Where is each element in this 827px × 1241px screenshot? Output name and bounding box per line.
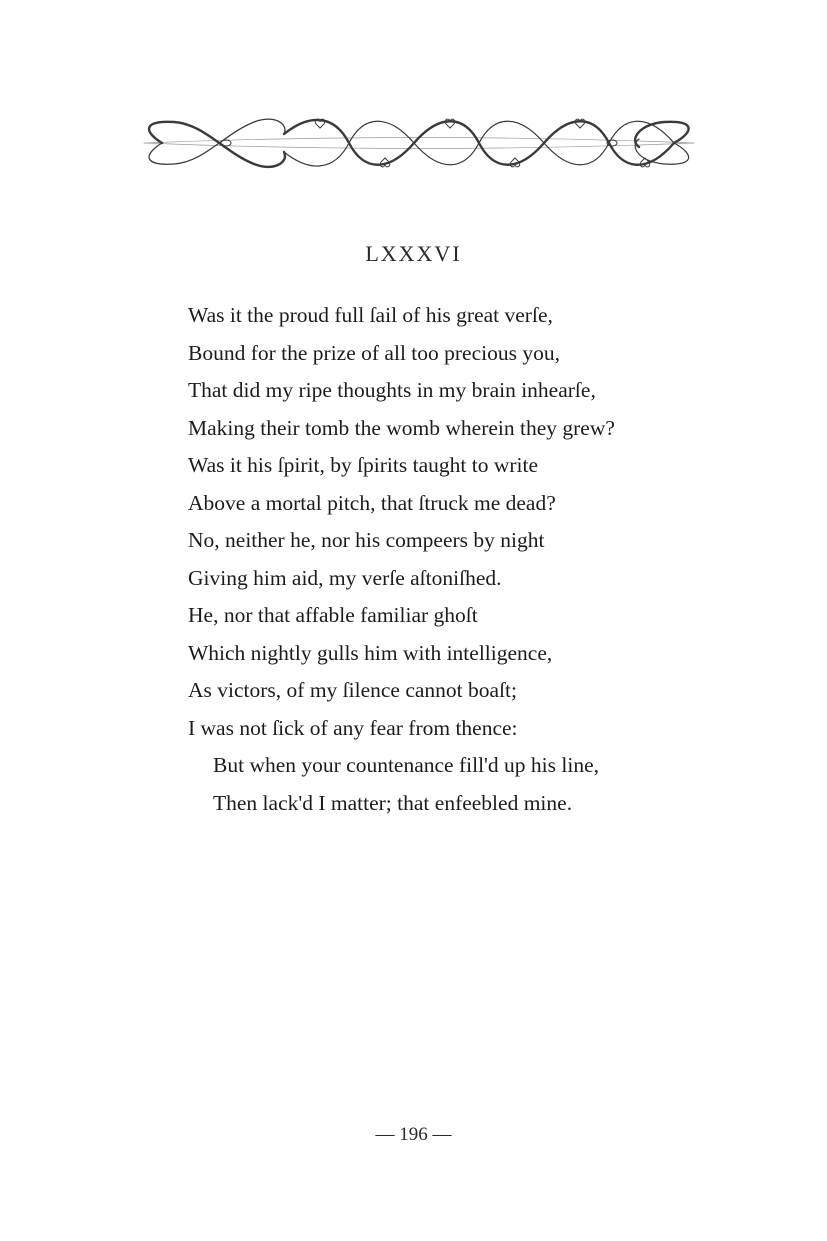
poem-line: He, nor that affable familiar ghoſt [188,603,478,627]
poem-line: No, neither he, nor his compeers by night [188,528,545,552]
sonnet-title: LXXXVI [365,241,462,266]
couplet-line: But when your countenance fill'd up his line, [213,753,600,777]
poem-line: Which nightly gulls him with intelligence, [188,640,553,665]
poem-line: Bound for the prize of all too precious you, [188,340,560,365]
poem-line: Making their tomb the womb wherein they grew? [188,415,615,440]
page-number: — 196 — [375,1124,452,1145]
poem-line: Was it his ſpirit, by ſpirits taught to write [188,453,539,477]
poem-line: Above a mortal pitch, that ſtruck me dead? [188,490,556,515]
couplet-line: Then lack'd I matter; that enfeebled mine. [213,790,573,815]
sonnet-body [188,297,708,822]
poem-line: As victors, of my ſilence cannot boaſt; [188,678,517,702]
scroll-ornament-icon [134,112,704,174]
poem-line: Giving him aid, my verſe aſtoniſhed. [188,565,502,590]
poem-line: Was it the proud full ſail of his great verſe, [188,303,553,327]
poem-line: I was not ſick of any fear from thence: [188,715,518,740]
poem-line: That did my ripe thoughts in my brain inhearſe, [188,378,596,402]
